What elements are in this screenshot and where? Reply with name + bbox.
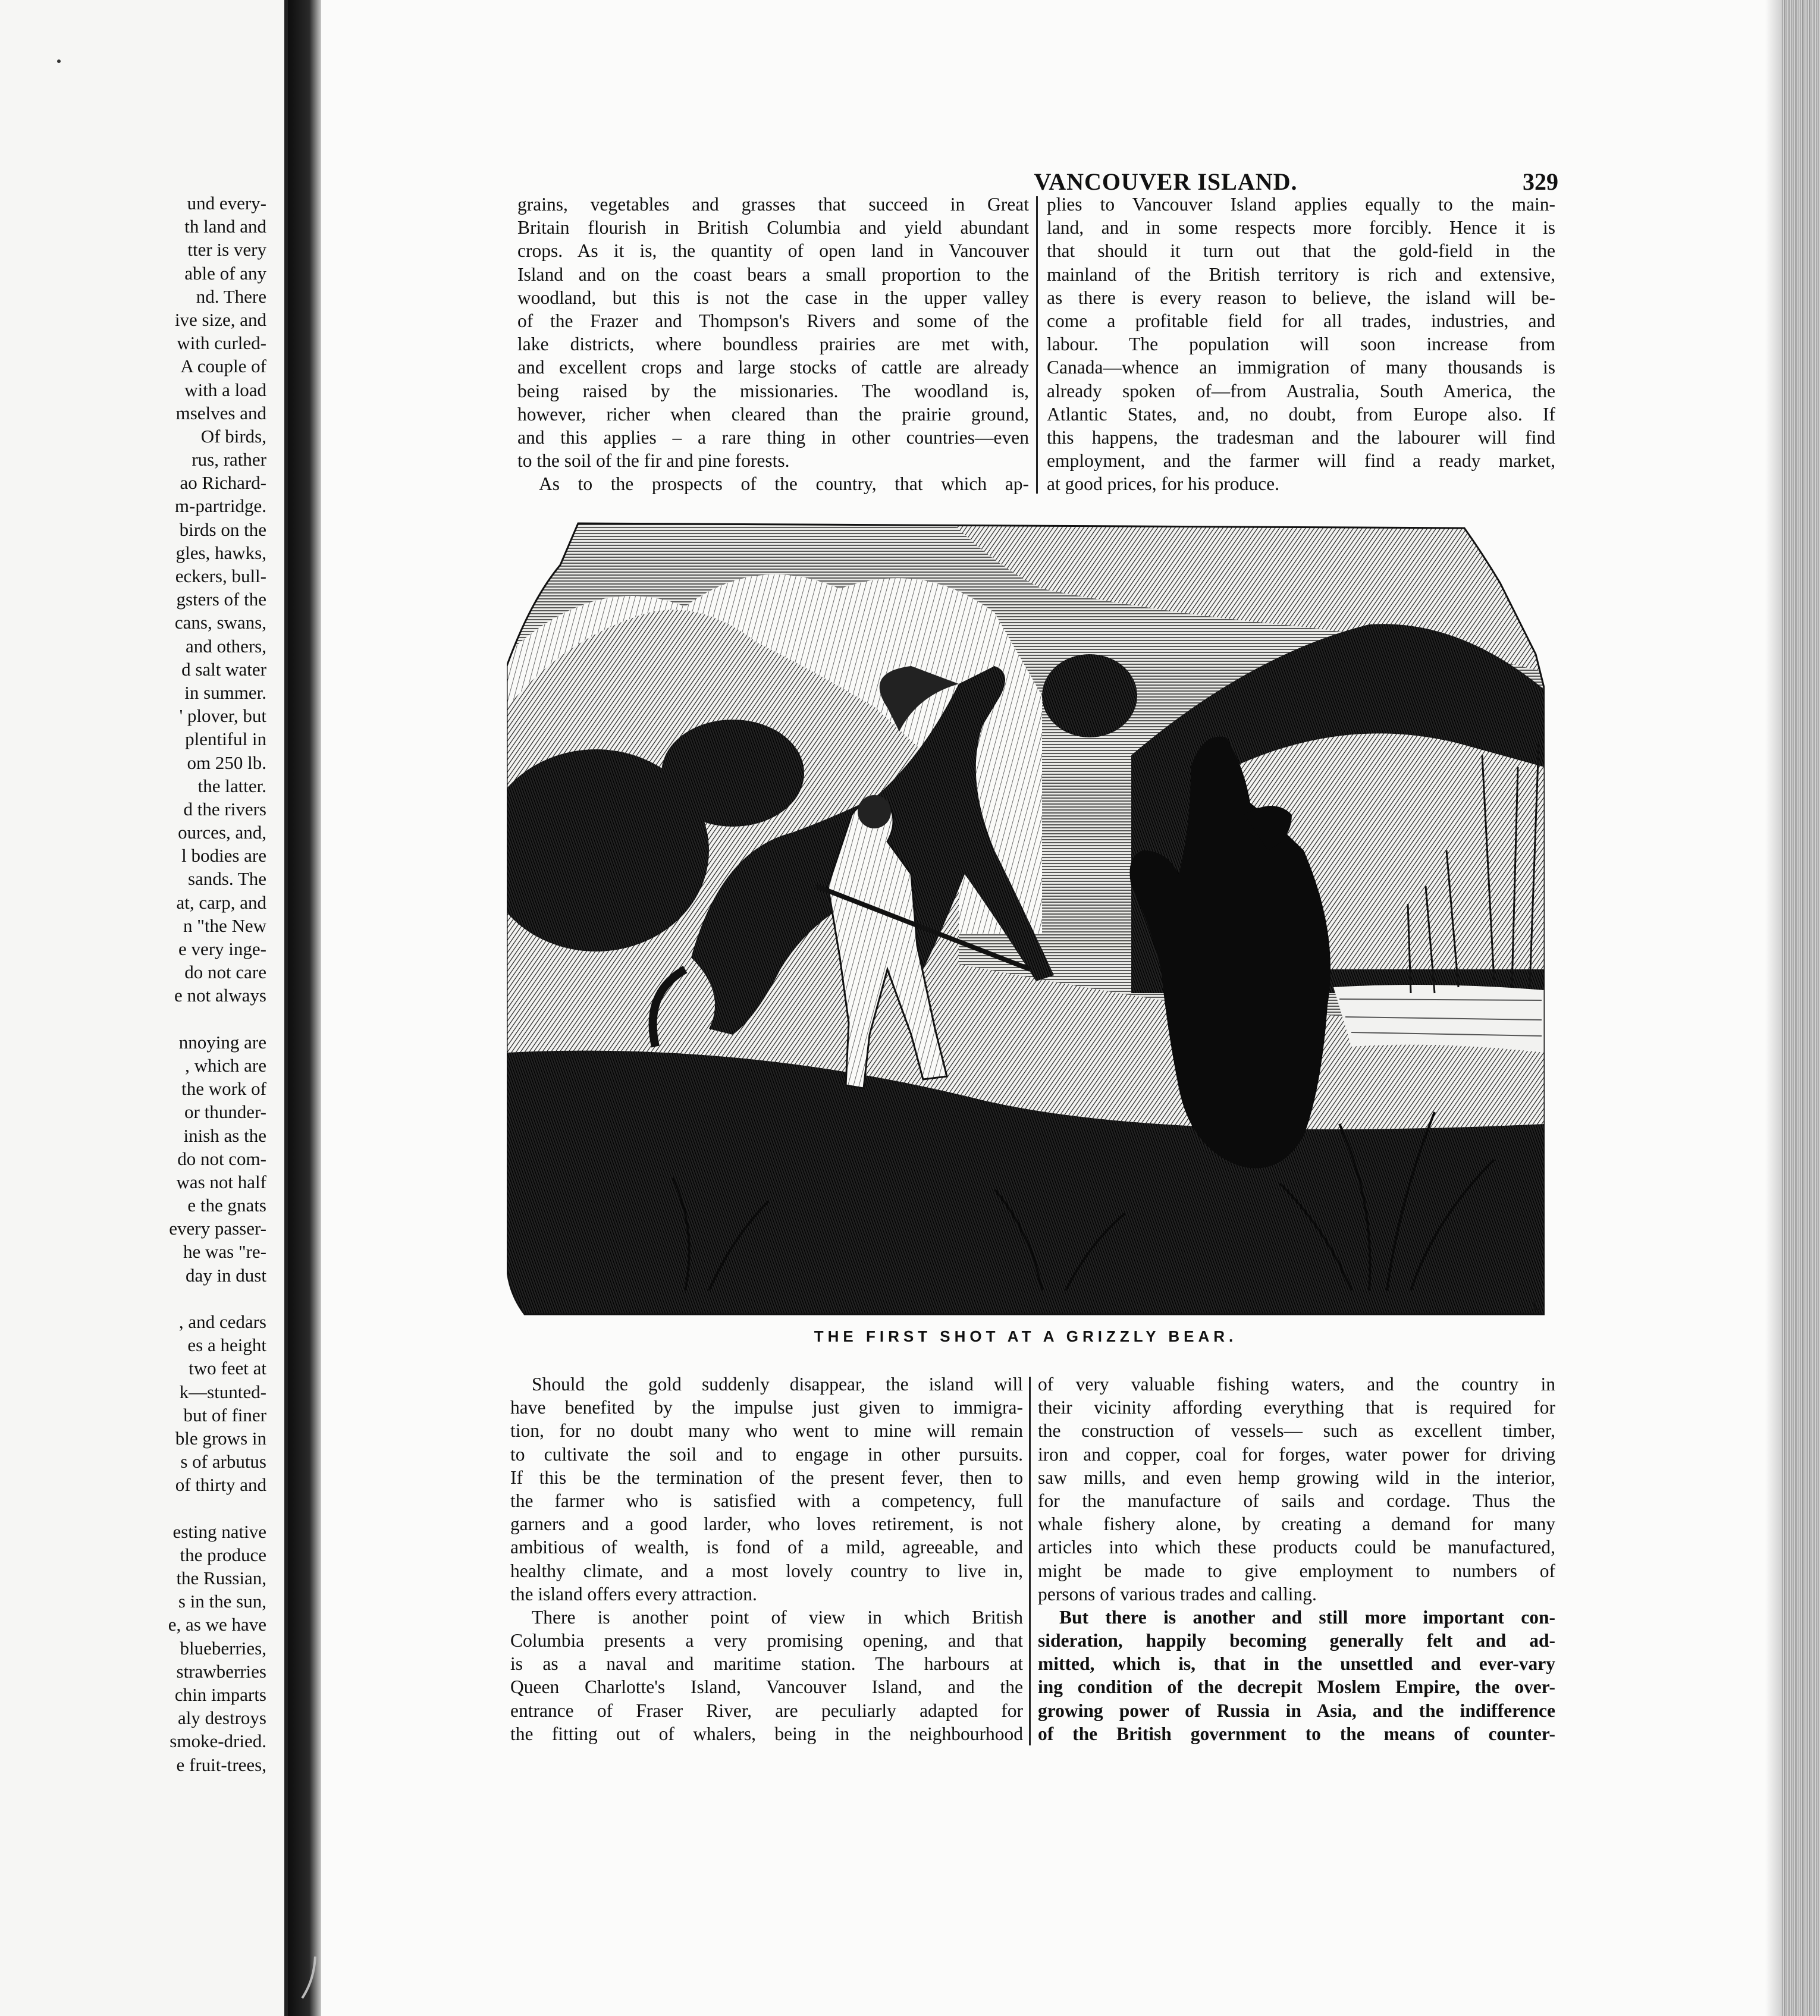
text-line: growing power of Russia in Asia, and the indifference: [1038, 1700, 1555, 1721]
text-line: this happens, the tradesman and the labourer will find: [1047, 426, 1555, 448]
text-line: There is another point of view in which British: [532, 1606, 1023, 1628]
top-right-text-column: [1047, 193, 1555, 495]
text-fragment: m-partridge.: [174, 495, 266, 517]
text-fragment: day in dust: [185, 1264, 266, 1286]
text-line: If this be the termination of the present fever, then to: [510, 1467, 1023, 1488]
text-line: their vicinity affording everything that is required for: [1038, 1397, 1555, 1418]
text-fragment: or thunder-: [184, 1101, 266, 1123]
text-line: of very valuable fishing waters, and the country in: [1038, 1374, 1555, 1395]
paragraph-gap: [0, 1007, 266, 1031]
text-line: lake districts, where boundless prairies are met with,: [517, 334, 1029, 355]
text-fragment: aly destroys: [178, 1707, 266, 1729]
text-line: of the British government to the means of counter-: [1038, 1723, 1555, 1744]
text-line: woodland, but this is not the case in the upper valley: [517, 287, 1029, 308]
text-fragment: esting native: [172, 1521, 266, 1542]
text-fragment: birds on the: [179, 519, 266, 540]
text-line: to cultivate the soil and to engage in other pursuits.: [510, 1443, 1023, 1465]
text-line: Island and on the coast bears a small proportion to the: [517, 263, 1029, 285]
text-fragment: inish as the: [183, 1125, 266, 1146]
text-fragment: mselves and: [175, 402, 266, 423]
text-fragment: of thirty and: [175, 1474, 266, 1496]
text-fragment: k—stunted-: [179, 1381, 266, 1402]
text-line: the island offers every attraction.: [510, 1583, 757, 1604]
text-fragment: e, as we have: [168, 1614, 266, 1635]
text-fragment: om 250 lb.: [187, 752, 266, 773]
text-line: grains, vegetables and grasses that succeed in Great: [517, 194, 1029, 215]
text-fragment: und every-: [187, 193, 266, 213]
text-line: come a profitable field for all trades, industries, and: [1047, 310, 1555, 331]
paragraph-gap: [0, 1287, 266, 1310]
text-line: land, and in some respects more forcibly. Hence it is: [1047, 217, 1555, 238]
text-line: persons of various trades and calling.: [1038, 1583, 1317, 1604]
text-line: sideration, happily becoming generally felt and ad-: [1038, 1630, 1555, 1651]
engraver-signature: L: [1533, 1298, 1541, 1313]
text-fragment: smoke-dried.: [170, 1731, 266, 1752]
text-line: is as a naval and maritime station. The harbours at: [510, 1653, 1023, 1675]
text-fragment: cans, swans,: [174, 612, 266, 633]
text-fragment: the produce: [180, 1544, 266, 1565]
text-fragment: ive size, and: [174, 309, 266, 330]
text-fragment: th land and: [184, 216, 266, 237]
text-line: that should it turn out that the gold-field in the: [1047, 240, 1555, 262]
text-fragment: two feet at: [189, 1358, 266, 1379]
text-line: the fitting out of whalers, being in the neighbourhood: [510, 1723, 1023, 1744]
text-fragment: nd. There: [196, 285, 266, 307]
text-fragment: gsters of the: [176, 589, 266, 610]
running-head-title: VANCOUVER ISLAND.: [1034, 168, 1298, 195]
text-fragment: e the gnats: [187, 1195, 266, 1216]
text-fragment: ble grows in: [175, 1427, 266, 1449]
text-line: plies to Vancouver Island applies equally to the main-: [1047, 194, 1555, 215]
text-fragment: he was "re-: [183, 1241, 266, 1263]
text-line: labour. The population will soon increase from: [1047, 334, 1555, 355]
text-line: being raised by the missionaries. The woodland is,: [517, 380, 1029, 401]
text-line: entrance of Fraser River, are peculiarly adapted for: [510, 1700, 1023, 1721]
text-fragment: do not com-: [177, 1148, 266, 1169]
text-fragment: s in the sun,: [178, 1591, 266, 1612]
text-line: Columbia presents a very promising opening, and that: [510, 1630, 1023, 1651]
text-fragment: do not care: [184, 962, 266, 983]
text-line: Should the gold suddenly disappear, the island will: [532, 1374, 1023, 1395]
text-line: garners and a good larder, who loves retirement, is not: [510, 1513, 1023, 1535]
text-fragment: was not half: [176, 1171, 266, 1192]
text-fragment: A couple of: [180, 356, 266, 377]
text-fragment: plentiful in: [185, 728, 266, 750]
text-line: as there is every reason to believe, the island will be-: [1047, 287, 1555, 308]
text-line: tion, for no doubt many who went to mine will remain: [510, 1420, 1023, 1442]
text-fragment: sands. The: [187, 868, 266, 890]
text-line: iron and copper, coal for forges, water power for driving: [1038, 1443, 1555, 1465]
text-fragment: n "the New: [183, 915, 266, 936]
text-fragment: strawberries: [176, 1660, 266, 1682]
text-line: to the soil of the fir and pine forests.: [517, 450, 790, 472]
text-fragment: gles, hawks,: [175, 542, 266, 563]
text-line: healthy climate, and a most lovely country to live in,: [510, 1560, 1023, 1581]
text-fragment: in summer.: [184, 682, 266, 703]
text-line: Queen Charlotte's Island, Vancouver Island, and the: [510, 1676, 1023, 1698]
top-left-text-column: [517, 193, 1029, 495]
text-fragment: ources, and,: [178, 822, 266, 843]
text-line: and excellent crops and large stocks of cattle are already: [517, 357, 1029, 378]
text-fragment: the work of: [181, 1078, 266, 1100]
text-line: ing condition of the decrepit Moslem Empire, the over-: [1038, 1676, 1555, 1698]
previous-page: [0, 0, 288, 2016]
text-fragment: but of finer: [183, 1404, 266, 1425]
text-fragment: every passer-: [169, 1218, 266, 1239]
text-fragment: e not always: [174, 985, 266, 1006]
text-fragment: Of birds,: [200, 425, 266, 447]
ink-speck: [57, 59, 61, 63]
text-line: articles into which these products could be manufactured,: [1038, 1537, 1555, 1558]
text-fragment: the latter.: [197, 775, 266, 796]
text-fragment: with curled-: [177, 332, 266, 354]
text-fragment: s of arbutus: [180, 1451, 266, 1472]
grizzly-bear-engraving: [507, 517, 1545, 1320]
text-fragment: ' plover, but: [179, 705, 266, 727]
column-rule-top: [1036, 196, 1038, 494]
text-line: ambitious of wealth, is fond of a mild, agreeable, and: [510, 1537, 1023, 1558]
paragraph-gap: [0, 1497, 266, 1520]
text-fragment: nnoying are: [178, 1031, 266, 1053]
text-line: As to the prospects of the country, that which ap-: [539, 473, 1029, 495]
text-line: the construction of vessels— such as excellent timber,: [1038, 1420, 1555, 1442]
column-rule-bottom: [1029, 1377, 1031, 1745]
text-line: saw mills, and even hemp growing wild in the interior,: [1038, 1467, 1555, 1488]
text-line: mitted, which is, that in the unsettled and ever-vary: [1038, 1653, 1555, 1675]
text-fragment: e very inge-: [178, 938, 266, 959]
page-number: 329: [1523, 168, 1558, 195]
text-line: Atlantic States, and, no doubt, from Europe also. If: [1047, 403, 1555, 425]
text-fragment: d salt water: [181, 658, 266, 680]
text-fragment: with a load: [184, 379, 266, 400]
text-fragment: , which are: [185, 1054, 266, 1076]
text-fragment: tter is very: [187, 239, 266, 260]
text-line: the farmer who is satisfied with a competency, full: [510, 1490, 1023, 1511]
illustration-caption: THE FIRST SHOT AT A GRIZZLY BEAR.: [814, 1327, 1238, 1345]
text-line: however, richer when cleared than the prairie ground,: [517, 403, 1029, 425]
text-line: mainland of the British territory is rich and extensive,: [1047, 263, 1555, 285]
text-line: for the manufacture of sails and cordage. Thus the: [1038, 1490, 1555, 1511]
text-fragment: at, carp, and: [176, 891, 266, 913]
text-line: employment, and the farmer will find a ready market,: [1047, 450, 1555, 472]
text-line: But there is another and still more important con-: [1059, 1606, 1555, 1628]
text-line: and this applies – a rare thing in other countries—even: [517, 426, 1029, 448]
text-line: of the Frazer and Thompson's Rivers and some of the: [517, 310, 1029, 331]
text-fragment: es a height: [187, 1334, 266, 1356]
text-fragment: e fruit-trees,: [176, 1754, 266, 1775]
text-line: Canada—whence an immigration of many thousands is: [1047, 357, 1555, 378]
text-line: at good prices, for his produce.: [1047, 473, 1280, 495]
text-fragment: eckers, bull-: [175, 566, 266, 586]
book-page-edges: [1781, 0, 1820, 2016]
text-fragment: blueberries,: [180, 1637, 266, 1659]
text-fragment: able of any: [184, 262, 266, 284]
book-gutter: [288, 0, 324, 2016]
text-line: already spoken of—from Australia, South America, the: [1047, 380, 1555, 401]
text-fragment: ao Richard-: [180, 472, 266, 494]
bottom-right-text-column: [1038, 1373, 1555, 1745]
text-fragment: rus, rather: [192, 449, 266, 470]
text-line: crops. As it is, the quantity of open land in Vancouver: [517, 240, 1029, 262]
text-fragment: , and cedars: [178, 1311, 266, 1332]
bottom-left-text-column: [510, 1373, 1023, 1745]
previous-page-text-column: [0, 191, 266, 1776]
text-line: might be made to give employment to numbers of: [1038, 1560, 1555, 1581]
text-fragment: the Russian,: [176, 1568, 266, 1589]
text-line: whale fishery alone, by creating a demand for many: [1038, 1513, 1555, 1535]
text-fragment: chin imparts: [174, 1684, 266, 1705]
text-line: Britain flourish in British Columbia and yield abundant: [517, 217, 1029, 238]
page-curl-shadow: [1765, 0, 1782, 2016]
text-fragment: and others,: [185, 635, 266, 657]
text-fragment: d the rivers: [183, 798, 266, 819]
page-corner-mark: [297, 1957, 321, 2016]
text-fragment: l bodies are: [181, 845, 266, 866]
text-line: have benefited by the impulse just given to immigra-: [510, 1397, 1023, 1418]
